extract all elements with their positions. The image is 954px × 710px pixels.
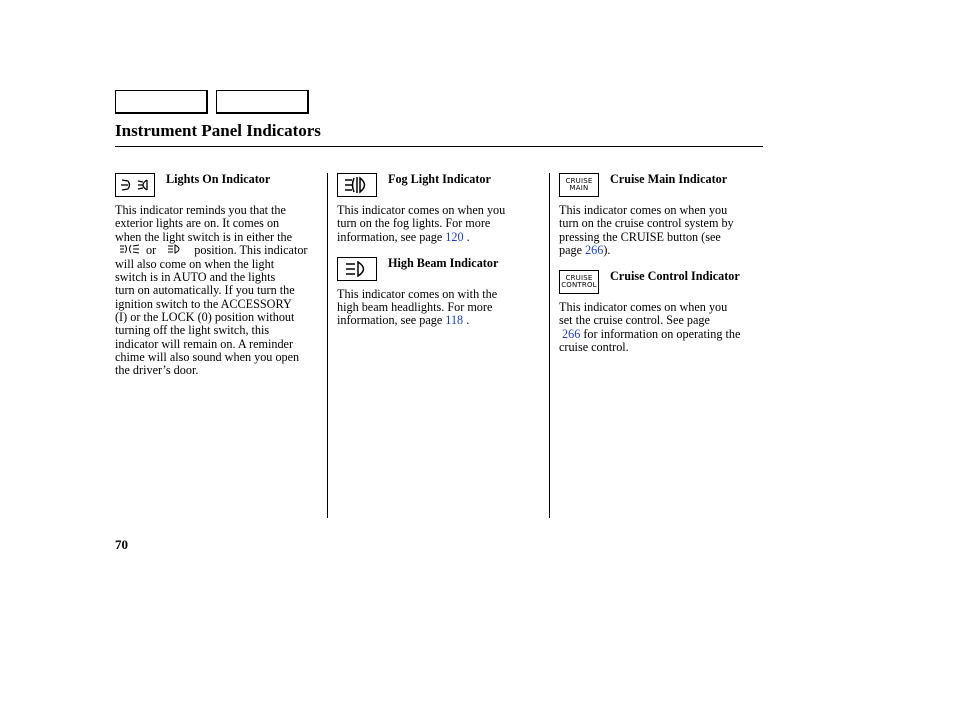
page-title: Instrument Panel Indicators: [115, 121, 321, 140]
text-line: cruise control.: [559, 340, 629, 355]
column-cruise: [559, 171, 765, 354]
text-line: pressing the CRUISE button (see: [559, 229, 721, 244]
text-line: information, see page: [337, 229, 443, 244]
cruise-main-description: [559, 204, 765, 257]
text-line: ignition switch to the ACCESSORY: [115, 296, 292, 311]
high-beam-label: High Beam Indicator: [388, 255, 499, 270]
text-line: high beam headlights. For more: [337, 300, 493, 315]
text-line: This indicator comes on when you: [559, 203, 728, 217]
page-number: 70: [115, 537, 128, 552]
nav-button-1[interactable]: [115, 90, 208, 114]
text-line: information, see page: [337, 313, 443, 328]
text-line: This indicator comes on when you: [337, 203, 506, 217]
icon-text: CRUISE: [565, 177, 593, 185]
cruise-control-header: [559, 268, 765, 295]
nav-button-2[interactable]: [216, 90, 309, 114]
text-line: .: [466, 313, 470, 328]
text-line: or: [146, 242, 157, 257]
text-line: .: [466, 229, 470, 244]
fog-light-icon: [337, 173, 377, 197]
page-link-266[interactable]: 266: [562, 326, 581, 341]
text-line: turn on automatically. If you turn the: [115, 283, 295, 298]
parking-light-icon: [119, 244, 141, 257]
text-line: page: [559, 242, 583, 257]
text-line: turn on the cruise control system by: [559, 216, 734, 231]
icon-text: CRUISE: [565, 274, 593, 283]
column-divider-2: [549, 173, 550, 518]
text-line: This indicator comes on with the: [337, 286, 498, 301]
icon-text: MAIN: [569, 184, 589, 192]
cruise-main-label: Cruise Main Indicator: [610, 172, 728, 186]
text-line: set the cruise control. See page: [559, 313, 710, 328]
text-line: switch is in AUTO and the lights: [115, 270, 276, 285]
text-line: will also come on when the light: [115, 256, 275, 271]
lights-on-icon: [115, 173, 155, 197]
text-line: turning off the light switch, this: [115, 323, 270, 338]
text-line: turn on the fog lights. For more: [337, 216, 491, 231]
text-line: the driver’s door.: [115, 363, 199, 378]
lights-on-description: [115, 204, 321, 377]
cruise-control-description: [559, 301, 765, 354]
title-divider: [115, 146, 763, 147]
text-line: This indicator comes on when you: [559, 300, 728, 315]
page-link-120[interactable]: 120: [445, 229, 464, 244]
text-line: This indicator reminds you that the: [115, 203, 286, 217]
page-link-118[interactable]: 118: [445, 313, 464, 328]
text-line: exterior lights are on. It comes on: [115, 216, 280, 231]
column-divider-1: [327, 173, 328, 518]
fog-light-header: [337, 171, 543, 198]
lights-on-label: Lights On Indicator: [166, 172, 271, 186]
text-line: for information on operating the: [583, 326, 741, 341]
fog-light-label: Fog Light Indicator: [388, 172, 491, 186]
text-line: when the light switch is in either the: [115, 229, 293, 244]
cruise-main-header: [559, 171, 765, 198]
fog-light-description: [337, 204, 543, 244]
high-beam-icon: [337, 257, 377, 281]
cruise-control-icon: [559, 270, 599, 294]
text-line: indicator will remain on. A reminder: [115, 336, 294, 351]
page-link-266[interactable]: 266: [585, 242, 604, 257]
headlight-icon: [167, 244, 183, 257]
text-line: ).: [603, 242, 611, 257]
icon-text: CONTROL: [561, 281, 597, 290]
lights-on-header: [115, 171, 321, 198]
cruise-control-label: Cruise Control Indicator: [610, 269, 740, 284]
text-line: (I) or the LOCK (0) position without: [115, 309, 295, 324]
text-line: position. This indicator: [194, 242, 308, 257]
text-line: chime will also sound when you open: [115, 349, 300, 364]
high-beam-description: [337, 288, 543, 328]
column-fog-high-beam: [337, 171, 543, 328]
cruise-main-icon: [559, 173, 599, 197]
column-lights-on: [115, 171, 321, 377]
high-beam-header: [337, 255, 543, 282]
